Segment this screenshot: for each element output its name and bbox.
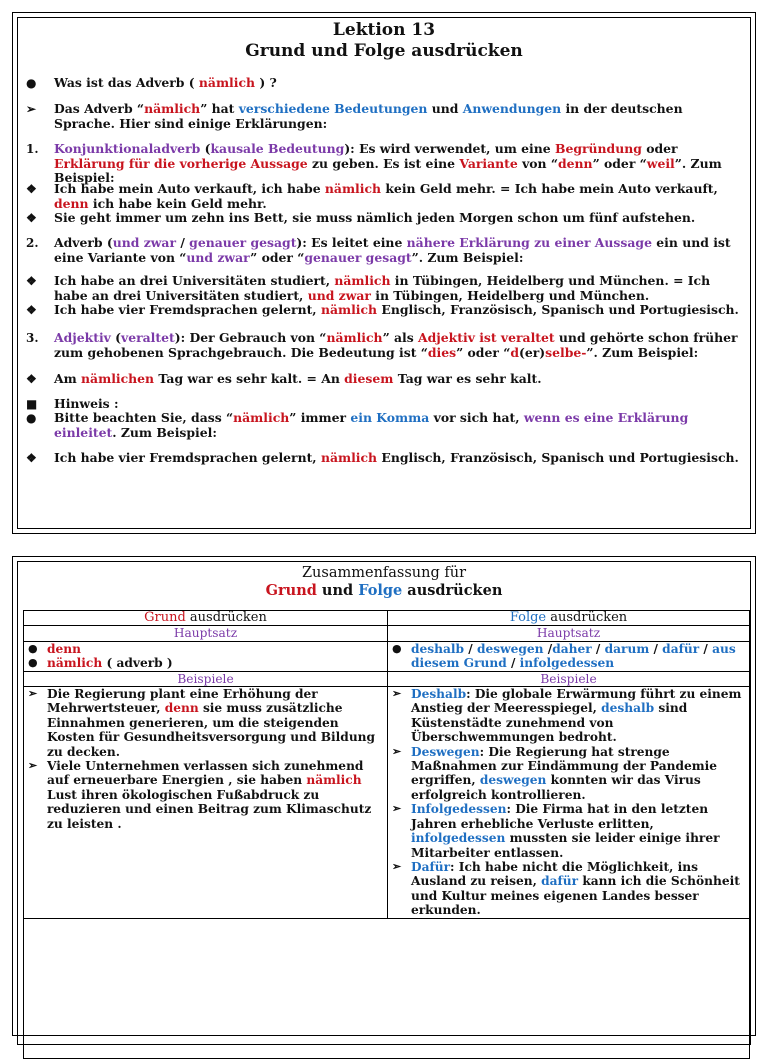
arrow-bullet-icon: ➢ — [26, 102, 37, 116]
square-bullet-icon: ■ — [26, 397, 38, 411]
summary-table — [23, 610, 750, 1059]
meaning-3: 3. Adjektiv (veraltet): Der Gebrauch von “nämlich” als Adjektiv ist veraltet und gehörte schon früher zum gehobenen Sprachgebrauch. Die Bedeutung ist “dies” oder “d(er)selbe-”. Zum Beispiel: — [26, 330, 738, 360]
note-heading: ■ Hinweis : — [26, 396, 119, 411]
table-row — [24, 671, 750, 686]
example-6: ❖ Ich habe vier Fremdsprachen gelernt, nämlich Englisch, Französisch, Spanisch und Portugiesisch. — [26, 450, 739, 465]
folge-examples — [388, 687, 750, 919]
list-number: 2. — [26, 236, 39, 250]
subheader-hauptsatz: Hauptsatz — [388, 626, 750, 641]
lesson-frame — [17, 17, 751, 529]
table-header-row — [24, 611, 750, 626]
list-item: ➢ Dafür: Ich habe nicht die Möglichkeit, ins Ausland zu reisen, dafür kann ich die Schönheit und Kultur meines eigenen Landes besser erkunden. — [392, 859, 740, 918]
list-item: ➢ Infolgedessen: Die Firma hat in den letzten Jahren erhebliche Verluste erlitten, infolgedessen mussten sie leider einige ihrer Mitarbeiter entlassen. — [392, 802, 720, 860]
list-item: ● denn — [28, 641, 81, 656]
example-2: ❖ Sie geht immer um zehn ins Bett, sie muss nämlich jeden Morgen schon um fünf aufstehen. — [26, 210, 696, 225]
lesson-number: Lektion 13 — [332, 20, 436, 40]
intro-line: ➢ Das Adverb “nämlich” hat verschiedene Bedeutungen und Anwendungen in der deutschen Sprache. Hier sind einige Erklärungen: — [26, 101, 683, 131]
grund-connectors — [24, 641, 388, 671]
subheader-beispiele: Beispiele — [388, 671, 750, 686]
table-row — [24, 626, 750, 641]
diamond-bullet-icon: ❖ — [26, 274, 37, 288]
bullet-icon: ● — [26, 76, 37, 90]
meaning-2: 2. Adverb (und zwar / genauer gesagt): Es leitet eine nähere Erklärung zu einer Aussage ein und ist eine Variante von “und zwar” oder “genauer gesagt”. Zum Beispiel: — [26, 235, 731, 265]
arrow-bullet-icon: ➢ — [392, 802, 402, 816]
empty-cell — [24, 918, 750, 1058]
question-line: ● Was ist das Adverb ( nämlich ) ? — [26, 75, 277, 90]
lesson-title — [18, 20, 750, 62]
note-line: ● Bitte beachten Sie, dass “nämlich” immer ein Komma vor sich hat, wenn es eine Erklärung einleitet. Zum Beispiel: — [26, 410, 689, 440]
arrow-bullet-icon: ➢ — [392, 744, 402, 758]
diamond-bullet-icon: ❖ — [26, 303, 37, 317]
table-row — [24, 641, 750, 671]
list-item: ● nämlich ( adverb ) — [28, 656, 173, 671]
diamond-bullet-icon: ❖ — [26, 211, 37, 225]
list-item: ➢ Viele Unternehmen verlassen sich zunehmend auf erneuerbare Energien , sie haben nämlich Lust ihren ökologischen Fußabdruck zu reduzieren und einen Beitrag zum Klimaschutz zu leisten . — [28, 759, 372, 831]
folge-connectors — [388, 641, 750, 671]
example-3: ❖ Ich habe an drei Universitäten studiert, nämlich in Tübingen, Heidelberg und München. = Ich habe an drei Universitäten studiert, und zwar in Tübingen, Heidelberg und München. — [26, 273, 711, 303]
bullet-icon: ● — [28, 641, 38, 655]
example-1: ❖ Ich habe mein Auto verkauft, ich habe nämlich kein Geld mehr. = Ich habe mein Auto verkauft, denn ich habe kein Geld mehr. — [26, 181, 718, 211]
column-header-folge: Folge ausdrücken — [388, 611, 750, 626]
bullet-icon: ● — [392, 641, 402, 655]
meaning-1: 1. Konjunktionaladverb (kausale Bedeutung): Es wird verwendet, um eine Begründung oder Erklärung für die vorherige Aussage zu geben. Es ist eine Variante von “denn” oder “weil”. Zum Beispiel: — [26, 141, 722, 185]
arrow-bullet-icon: ➢ — [392, 687, 402, 701]
subheader-beispiele: Beispiele — [24, 671, 388, 686]
table-row-empty — [24, 918, 750, 1058]
summary-page — [12, 556, 756, 1036]
bullet-icon: ● — [28, 656, 38, 670]
arrow-bullet-icon: ➢ — [28, 759, 38, 773]
subheader-hauptsatz: Hauptsatz — [24, 626, 388, 641]
bullet-icon: ● — [26, 411, 37, 425]
example-4: ❖ Ich habe vier Fremdsprachen gelernt, nämlich Englisch, Französisch, Spanisch und Portugiesisch. — [26, 302, 739, 317]
column-header-grund: Grund ausdrücken — [24, 611, 388, 626]
summary-title: Zusammenfassung für Grund und Folge ausdrücken — [265, 565, 503, 599]
lesson-page — [12, 12, 756, 534]
list-number: 1. — [26, 142, 39, 156]
diamond-bullet-icon: ❖ — [26, 451, 37, 465]
table-row — [24, 687, 750, 919]
lesson-topic: Grund und Folge ausdrücken — [245, 41, 523, 61]
list-item: ● deshalb / deswegen /daher / darum / dafür / aus diesem Grund / infolgedessen — [392, 641, 736, 671]
list-item: ➢ Deswegen: Die Regierung hat strenge Maßnahmen zur Eindämmung der Pandemie ergriffen, deswegen konnten wir das Virus erfolgreich kontrollieren. — [392, 744, 718, 802]
grund-examples — [24, 687, 388, 919]
summary-frame — [17, 561, 751, 1045]
diamond-bullet-icon: ❖ — [26, 372, 37, 386]
example-5: ❖ Am nämlichen Tag war es sehr kalt. = An diesem Tag war es sehr kalt. — [26, 371, 542, 386]
list-item: ➢ Die Regierung plant eine Erhöhung der Mehrwertsteuer, denn sie muss zusätzliche Einnahmen generieren, um die steigenden Kosten für Gesundheitsversorgung und Bildung zu decken. — [28, 687, 376, 759]
list-item: ➢ Deshalb: Die globale Erwärmung führt zu einem Anstieg der Meeresspiegel, deshalb sind Küstenstädte zunehmend von Überschwemmungen bedroht. — [392, 687, 742, 745]
diamond-bullet-icon: ❖ — [26, 182, 37, 196]
arrow-bullet-icon: ➢ — [392, 859, 402, 873]
arrow-bullet-icon: ➢ — [28, 687, 38, 701]
list-number: 3. — [26, 331, 39, 345]
